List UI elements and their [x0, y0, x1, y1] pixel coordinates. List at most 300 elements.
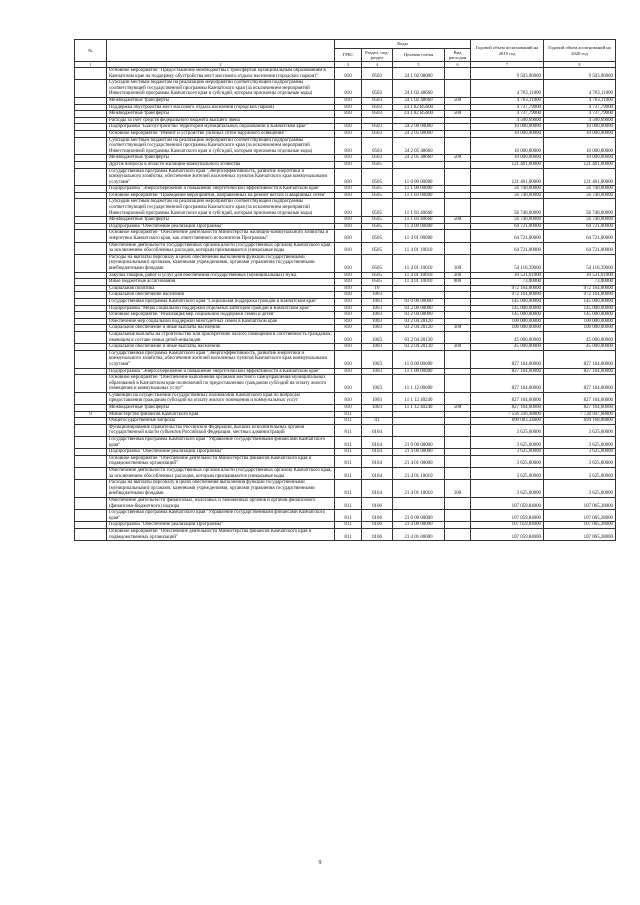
row-sum-2019: 64 721,00000	[471, 242, 544, 254]
row-number	[75, 350, 107, 368]
row-section: 0106	[362, 522, 393, 529]
row-name: Субсидии местным бюджетам на реализацию мероприятий соответствующей подпрограммы соответствующей государственной программы Камчатского края (за исключением мероприятий Инвестиционной программы Камчатского края и субсидий, которым присвоены отдельные коды)	[107, 80, 335, 98]
row-grbs: 810	[335, 312, 362, 319]
row-name: Функционирование Правительства Российской Федерации, высших исполнительных органов государственной власти субъектов Российской Федерации, местных администраций	[107, 424, 335, 436]
row-expense-type	[445, 375, 471, 393]
row-name: Государственная программа Камчатского края "Социальная поддержка граждан в Камчатском крае"	[107, 298, 335, 305]
table-row	[75, 418, 616, 425]
row-target	[393, 117, 445, 124]
row-target	[393, 418, 445, 425]
row-sum-2019: 121 461,00000	[471, 168, 544, 186]
row-target: 11 4 01 10010	[393, 242, 445, 254]
row-sum-2019: 10 000,00000	[471, 155, 544, 162]
row-number	[75, 318, 107, 325]
row-number	[75, 161, 107, 168]
row-sum-2020: 121 461,00000	[544, 168, 616, 186]
table-row	[75, 272, 616, 279]
row-name: Государственная программа Камчатского края "Энергоэффективность, развитие энергетики и коммунального хозяйства, обеспечение жителей населенных пунктов Камчатского края коммунальными услугами"	[107, 168, 335, 186]
row-number	[75, 130, 107, 137]
row-target: 24 1 02 40660	[393, 97, 445, 104]
row-expense-type: 300	[445, 325, 471, 332]
row-target: 11 4 01 10010	[393, 279, 445, 286]
row-sum-2020: 3 625,00000	[544, 424, 616, 436]
table-row	[75, 325, 616, 332]
row-sum-2019: 45 000,00000	[471, 331, 544, 343]
row-number	[75, 418, 107, 425]
row-sum-2019: 4 763,11000	[471, 97, 544, 104]
row-target: 11 4 01 10010	[393, 254, 445, 272]
row-sum-2020: 10 000,00000	[544, 124, 616, 131]
row-expense-type	[445, 468, 471, 480]
row-grbs: 810	[335, 199, 362, 217]
row-sum-2019: 56 740,00000	[471, 186, 544, 193]
row-target: 11 4 01 00000	[393, 230, 445, 242]
row-sum-2020: 3 625,00000	[544, 449, 616, 456]
row-sum-2019: 10 531,61000	[471, 272, 544, 279]
row-grbs: 810	[335, 230, 362, 242]
row-name: Межбюджетные трансферты	[107, 111, 335, 118]
table-row	[75, 375, 616, 393]
row-expense-type	[445, 242, 471, 254]
row-grbs: 810	[335, 292, 362, 299]
row-sum-2020: 45 000,00000	[544, 331, 616, 343]
row-target	[393, 285, 445, 292]
table-row	[75, 312, 616, 319]
row-expense-type	[445, 130, 471, 137]
row-section: 0104	[362, 424, 393, 436]
row-name: Социальное обеспечение и иные выплаты населению	[107, 325, 335, 332]
row-expense-type: 500	[445, 217, 471, 224]
row-target: 21 0 00 00000	[393, 510, 445, 522]
budget-sheet	[74, 39, 615, 541]
row-grbs: 810	[335, 155, 362, 162]
row-section: 0505	[362, 192, 393, 199]
table-row	[75, 497, 616, 509]
row-name: Обеспечение деятельности финансовых, налоговых и таможенных органов и органов финансового (финансово-бюджетного) надзора	[107, 497, 335, 509]
row-expense-type	[445, 510, 471, 522]
table-row	[75, 455, 616, 467]
row-expense-type	[445, 497, 471, 509]
row-section: 0505	[362, 230, 393, 242]
row-sum-2019: 827 164,00000	[471, 392, 544, 404]
row-name: Государственная программа Камчатского края "Управление государственными финансами Камчатского края"	[107, 437, 335, 449]
row-expense-type	[445, 137, 471, 155]
row-number	[75, 528, 107, 540]
row-sum-2019: 827 164,00000	[471, 375, 544, 393]
row-expense-type: 500	[445, 155, 471, 162]
row-number: 9	[75, 411, 107, 418]
row-number	[75, 279, 107, 286]
row-section: 1003	[362, 344, 393, 351]
table-row	[75, 68, 616, 80]
col-number: 2	[107, 62, 335, 68]
row-sum-2019: 121 461,00000	[471, 161, 544, 168]
row-sum-2020: 145 000,00000	[544, 312, 616, 319]
row-sum-2020: 145 000,00000	[544, 298, 616, 305]
row-name: Основное мероприятие "Предоставление межбюджетных трансфертов муниципальным образованиям в Камчатском крае на поддержку обустройства мест массового отдыха населения (городских парков)"	[107, 68, 335, 80]
row-target: 24 2 05 00000	[393, 130, 445, 137]
row-grbs: 810	[335, 305, 362, 312]
row-number	[75, 168, 107, 186]
row-grbs: 811	[335, 437, 362, 449]
row-target: 11 1 00 00000	[393, 368, 445, 375]
row-sum-2020: 10 000,00000	[544, 130, 616, 137]
row-sum-2020: 64 721,00000	[544, 242, 616, 254]
row-sum-2019: 64 721,00000	[471, 223, 544, 230]
row-sum-2020: 827 164,00000	[544, 375, 616, 393]
row-section: 0106	[362, 528, 393, 540]
row-section: 0505	[362, 242, 393, 254]
row-sum-2020: 107 065,28000	[544, 522, 616, 529]
row-grbs: 810	[335, 124, 362, 131]
table-row	[75, 468, 616, 480]
row-sum-2019: 3 625,00000	[471, 437, 544, 449]
row-expense-type	[445, 424, 471, 436]
row-name: Основное мероприятие "Обеспечение деятельности Министерства жилищно-коммунального хозяйства и энергетики Камчатского края, как ответственного исполнителя Программы"	[107, 230, 335, 242]
row-expense-type	[445, 368, 471, 375]
row-name: Обеспечение деятельности государственных органов власти (государственных органов) Камчатского края, за исключением обособленных расходов, которым присваиваются уникальные коды	[107, 468, 335, 480]
row-name: Расходы за счет средств федерального бюджета высшего звена	[107, 117, 335, 124]
row-grbs: 810	[335, 254, 362, 272]
table-row	[75, 155, 616, 162]
row-sum-2019: 3 625,00000	[471, 449, 544, 456]
row-expense-type	[445, 230, 471, 242]
row-name: Обеспечение мер социальной поддержки многодетных семей в Камчатском крае	[107, 318, 335, 325]
row-sum-2020: 4 737,79000	[544, 111, 616, 118]
row-expense-type	[445, 312, 471, 319]
row-number	[75, 155, 107, 162]
row-grbs: 810	[335, 161, 362, 168]
row-grbs: 810	[335, 168, 362, 186]
row-grbs: 810	[335, 392, 362, 404]
table-row	[75, 350, 616, 368]
row-grbs: 810	[335, 279, 362, 286]
row-sum-2020: 64 721,00000	[544, 223, 616, 230]
row-grbs: 810	[335, 223, 362, 230]
table-row	[75, 254, 616, 272]
row-grbs: 811	[335, 411, 362, 418]
row-expense-type: 500	[445, 111, 471, 118]
row-target: 11 0 00 00000	[393, 350, 445, 368]
row-sum-2019: 145 000,00000	[471, 298, 544, 305]
row-section: 0104	[362, 449, 393, 456]
row-name: Субсидии местным бюджетам на реализацию мероприятий соответствующей подпрограммы соответствующей государственной программы Камчатского края (за исключением мероприятий Инвестиционной программы Камчатского края и субсидий, которым присвоены отдельные коды)	[107, 137, 335, 155]
row-sum-2019: 7 556 336,48800	[471, 411, 544, 418]
row-expense-type	[445, 298, 471, 305]
row-section: 1003	[362, 318, 393, 325]
row-sum-2019: 4 737,79000	[471, 104, 544, 111]
row-grbs: 810	[335, 104, 362, 111]
header-expense-type: Вид расходов	[445, 49, 471, 62]
row-name: Социальные выплаты на строительство или приобретение жилого помещения в собственность гражданам, имеющим в составе семьи детей-инвалидов	[107, 331, 335, 343]
header-target: Целевая статья	[393, 49, 445, 62]
row-sum-2020: 73,00000	[544, 279, 616, 286]
row-number	[75, 230, 107, 242]
col-number: 3	[335, 62, 362, 68]
row-name: Расходы на выплаты персоналу в целях обеспечения выполнения функций государственными (муниципальными) органами, казенными учреждениями, органами управления государственными внебюджетными фондами	[107, 480, 335, 498]
row-target: 24 1 02 R5600	[393, 111, 445, 118]
row-section: 0505	[362, 272, 393, 279]
row-target: 24 2 00 00000	[393, 124, 445, 131]
table-row	[75, 97, 616, 104]
row-name: Основное мероприятие "Реализация мер социальной поддержки семей и детей"	[107, 312, 335, 319]
row-sum-2019: 56 740,00000	[471, 199, 544, 217]
row-section: 0503	[362, 97, 393, 104]
row-sum-2020: 827 164,00000	[544, 405, 616, 412]
table-row	[75, 124, 616, 131]
row-sum-2019: 107 059,84000	[471, 497, 544, 509]
row-sum-2020: 7 728 947,68800	[544, 411, 616, 418]
row-expense-type	[445, 331, 471, 343]
row-grbs: 811	[335, 480, 362, 498]
row-name: Социальное обеспечение населения	[107, 292, 335, 299]
row-target: 11 0 00 00000	[393, 168, 445, 186]
row-expense-type	[445, 449, 471, 456]
col-number: 5	[393, 62, 445, 68]
table-row	[75, 449, 616, 456]
row-sum-2019: 3 625,00000	[471, 455, 544, 467]
row-name: Межбюджетные трансферты	[107, 405, 335, 412]
row-sum-2019: 3 625,00000	[471, 480, 544, 498]
row-section: 0104	[362, 480, 393, 498]
col-number: 4	[362, 62, 393, 68]
row-grbs: 810	[335, 285, 362, 292]
row-number	[75, 437, 107, 449]
row-target: 11 1 12 40240	[393, 405, 445, 412]
table-row	[75, 137, 616, 155]
row-section	[362, 411, 393, 418]
row-number	[75, 104, 107, 111]
row-section: 0503	[362, 155, 393, 162]
row-section: 1003	[362, 392, 393, 404]
row-grbs: 810	[335, 111, 362, 118]
row-sum-2020: 107 065,28000	[544, 528, 616, 540]
row-expense-type: 500	[445, 97, 471, 104]
table-row	[75, 199, 616, 217]
row-expense-type	[445, 437, 471, 449]
row-sum-2020: 827 164,00000	[544, 350, 616, 368]
row-name: Расходы на выплаты персоналу в целях обеспечения выполнения функций государственными (муниципальными) органами, казенными учреждениями, органами управления государственными внебюджетными фондами	[107, 254, 335, 272]
row-target: 11 4 01 10010	[393, 272, 445, 279]
row-grbs: 810	[335, 217, 362, 224]
row-number	[75, 424, 107, 436]
row-sum-2019: 145 000,00000	[471, 312, 544, 319]
row-section: 1003	[362, 325, 393, 332]
row-expense-type	[445, 223, 471, 230]
row-grbs: 810	[335, 192, 362, 199]
table-row	[75, 279, 616, 286]
row-sum-2020: 4 763,11000	[544, 80, 616, 98]
row-section: 0106	[362, 510, 393, 522]
row-sum-2020: 3 625,00000	[544, 468, 616, 480]
row-sum-2019: 56 740,00000	[471, 192, 544, 199]
row-target: 24 1 02 40660	[393, 80, 445, 98]
header-grbs: ГРБС	[335, 49, 362, 62]
row-number	[75, 199, 107, 217]
row-name: Подпрограмма "Обеспечение реализации Программы"	[107, 449, 335, 456]
row-expense-type	[445, 418, 471, 425]
row-section: 0505	[362, 254, 393, 272]
row-grbs: 810	[335, 318, 362, 325]
row-grbs: 811	[335, 468, 362, 480]
row-number	[75, 124, 107, 131]
row-name: Иные бюджетные ассигнования	[107, 279, 335, 286]
header-sum-2020: Годовой объем ассигнований на 2020 год	[544, 40, 616, 62]
row-section: 0104	[362, 468, 393, 480]
row-sum-2020: 107 065,28000	[544, 497, 616, 509]
row-sum-2020: 121 461,00000	[544, 161, 616, 168]
row-grbs: 810	[335, 405, 362, 412]
row-number	[75, 192, 107, 199]
row-section: 10	[362, 285, 393, 292]
row-expense-type	[445, 455, 471, 467]
table-row	[75, 186, 616, 193]
table-row	[75, 424, 616, 436]
row-target	[393, 411, 445, 418]
row-number	[75, 242, 107, 254]
row-grbs: 810	[335, 130, 362, 137]
row-expense-type: 200	[445, 272, 471, 279]
row-grbs: 810	[335, 68, 362, 80]
row-expense-type	[445, 199, 471, 217]
row-target: 11 1 03 00000	[393, 192, 445, 199]
row-sum-2019: 64 721,00000	[471, 230, 544, 242]
row-number	[75, 312, 107, 319]
row-name: Общегосударственные вопросы	[107, 418, 335, 425]
row-grbs: 810	[335, 242, 362, 254]
row-grbs: 811	[335, 449, 362, 456]
row-grbs	[335, 117, 362, 124]
row-section: 1003	[362, 312, 393, 319]
row-sum-2019: 9 503,96000	[471, 68, 544, 80]
row-expense-type: 300	[445, 344, 471, 351]
row-target: 03 2 04 20130	[393, 344, 445, 351]
row-section: 0505	[362, 279, 393, 286]
row-sum-2019: 3 625,00000	[471, 468, 544, 480]
header-section: Раздел, под-раздел	[362, 49, 393, 62]
row-section: 0505	[362, 161, 393, 168]
table-row	[75, 305, 616, 312]
row-sum-2019: 10 000,00000	[471, 124, 544, 131]
row-target: 03 2 00 00000	[393, 305, 445, 312]
row-section: 1003	[362, 375, 393, 393]
row-expense-type	[445, 292, 471, 299]
row-expense-type	[445, 168, 471, 186]
row-sum-2020: 972 164,00000	[544, 292, 616, 299]
row-name: Подпрограмма "Обеспечение реализации Программы"	[107, 522, 335, 529]
row-number	[75, 480, 107, 498]
row-sum-2020: 4 737,79000	[544, 104, 616, 111]
row-number	[75, 325, 107, 332]
row-number	[75, 80, 107, 98]
row-grbs: 810	[335, 137, 362, 155]
row-sum-2020: 64 721,00000	[544, 230, 616, 242]
row-section: 0503	[362, 124, 393, 131]
row-number	[75, 305, 107, 312]
row-expense-type	[445, 104, 471, 111]
table-row	[75, 104, 616, 111]
row-name: Подпрограмма "Меры социальной поддержки отдельных категорий граждан в Камчатском крае"	[107, 305, 335, 312]
row-sum-2019: 45 000,00000	[471, 344, 544, 351]
page-number: 9	[318, 860, 322, 866]
row-number	[75, 455, 107, 467]
row-sum-2019: 4 500,69000	[471, 117, 544, 124]
row-number	[75, 497, 107, 509]
row-target: 11 1 03 40660	[393, 199, 445, 217]
row-name: Государственная программа Камчатского края "Управление государственными финансами Камчатского края"	[107, 510, 335, 522]
row-section: 0106	[362, 497, 393, 509]
row-section: 0505	[362, 199, 393, 217]
row-number	[75, 217, 107, 224]
row-sum-2019: 100 000,00000	[471, 325, 544, 332]
row-target: 03 0 00 00000	[393, 298, 445, 305]
row-sum-2019: 4 737,79000	[471, 111, 544, 118]
row-expense-type	[445, 192, 471, 199]
row-expense-type	[445, 117, 471, 124]
row-section: 0503	[362, 137, 393, 155]
row-target: 11 1 12 00000	[393, 375, 445, 393]
col-number: 7	[471, 62, 544, 68]
row-number	[75, 331, 107, 343]
row-target: 21 4 01 00000	[393, 528, 445, 540]
row-number	[75, 375, 107, 393]
row-section	[362, 117, 393, 124]
row-section: 0104	[362, 437, 393, 449]
row-number	[75, 292, 107, 299]
row-target: 21 4 01 10010	[393, 480, 445, 498]
table-row	[75, 522, 616, 529]
row-name: Основное мероприятие "Обеспечение деятельности Министерства финансов Камчатского края и подведомственных организаций"	[107, 455, 335, 467]
table-row	[75, 510, 616, 522]
table-row	[75, 130, 616, 137]
row-sum-2020: 56 740,00000	[544, 217, 616, 224]
header-no: №	[75, 40, 107, 62]
row-sum-2019: 4 763,11000	[471, 80, 544, 98]
row-target: 11 1 12 40240	[393, 392, 445, 404]
row-grbs: 811	[335, 418, 362, 425]
row-target: 21 4 00 00000	[393, 522, 445, 529]
row-expense-type	[445, 392, 471, 404]
row-target	[393, 161, 445, 168]
row-section: 1003	[362, 368, 393, 375]
row-number	[75, 186, 107, 193]
row-name: Основное мероприятие "Проведение мероприятий, направленных на ремонт ветхих и аварийных сетей"	[107, 192, 335, 199]
row-sum-2020: 694 168,88800	[544, 418, 616, 425]
row-target: 03 2 04 20120	[393, 325, 445, 332]
table-row	[75, 411, 616, 418]
row-sum-2020: 4 763,11000	[544, 97, 616, 104]
table-row	[75, 111, 616, 118]
row-section: 1003	[362, 331, 393, 343]
row-target: 03 2 04 20130	[393, 331, 445, 343]
row-grbs: 810	[335, 344, 362, 351]
table-row	[75, 298, 616, 305]
table-header	[75, 40, 616, 68]
row-section: 1003	[362, 305, 393, 312]
row-sum-2019: 107 059,84000	[471, 522, 544, 529]
row-name: Государственная программа Камчатского края "Энергоэффективность, развитие энергетики и коммунального хозяйства, обеспечение жителей населенных пунктов Камчатского края коммунальными услугами"	[107, 350, 335, 368]
header-name	[107, 40, 335, 62]
row-sum-2020: 56 740,00000	[544, 199, 616, 217]
row-sum-2019: 827 164,00000	[471, 368, 544, 375]
row-name: Социальное обеспечение и иные выплаты населению	[107, 344, 335, 351]
row-expense-type: 100	[445, 480, 471, 498]
row-target: 03 2 04 00000	[393, 312, 445, 319]
row-section: 01	[362, 418, 393, 425]
row-name: Обеспечение деятельности государственных органов власти (государственных органов) Камчатского края, за исключением обособленных расходов, которым присваиваются уникальные коды	[107, 242, 335, 254]
table-row	[75, 192, 616, 199]
table-row	[75, 161, 616, 168]
